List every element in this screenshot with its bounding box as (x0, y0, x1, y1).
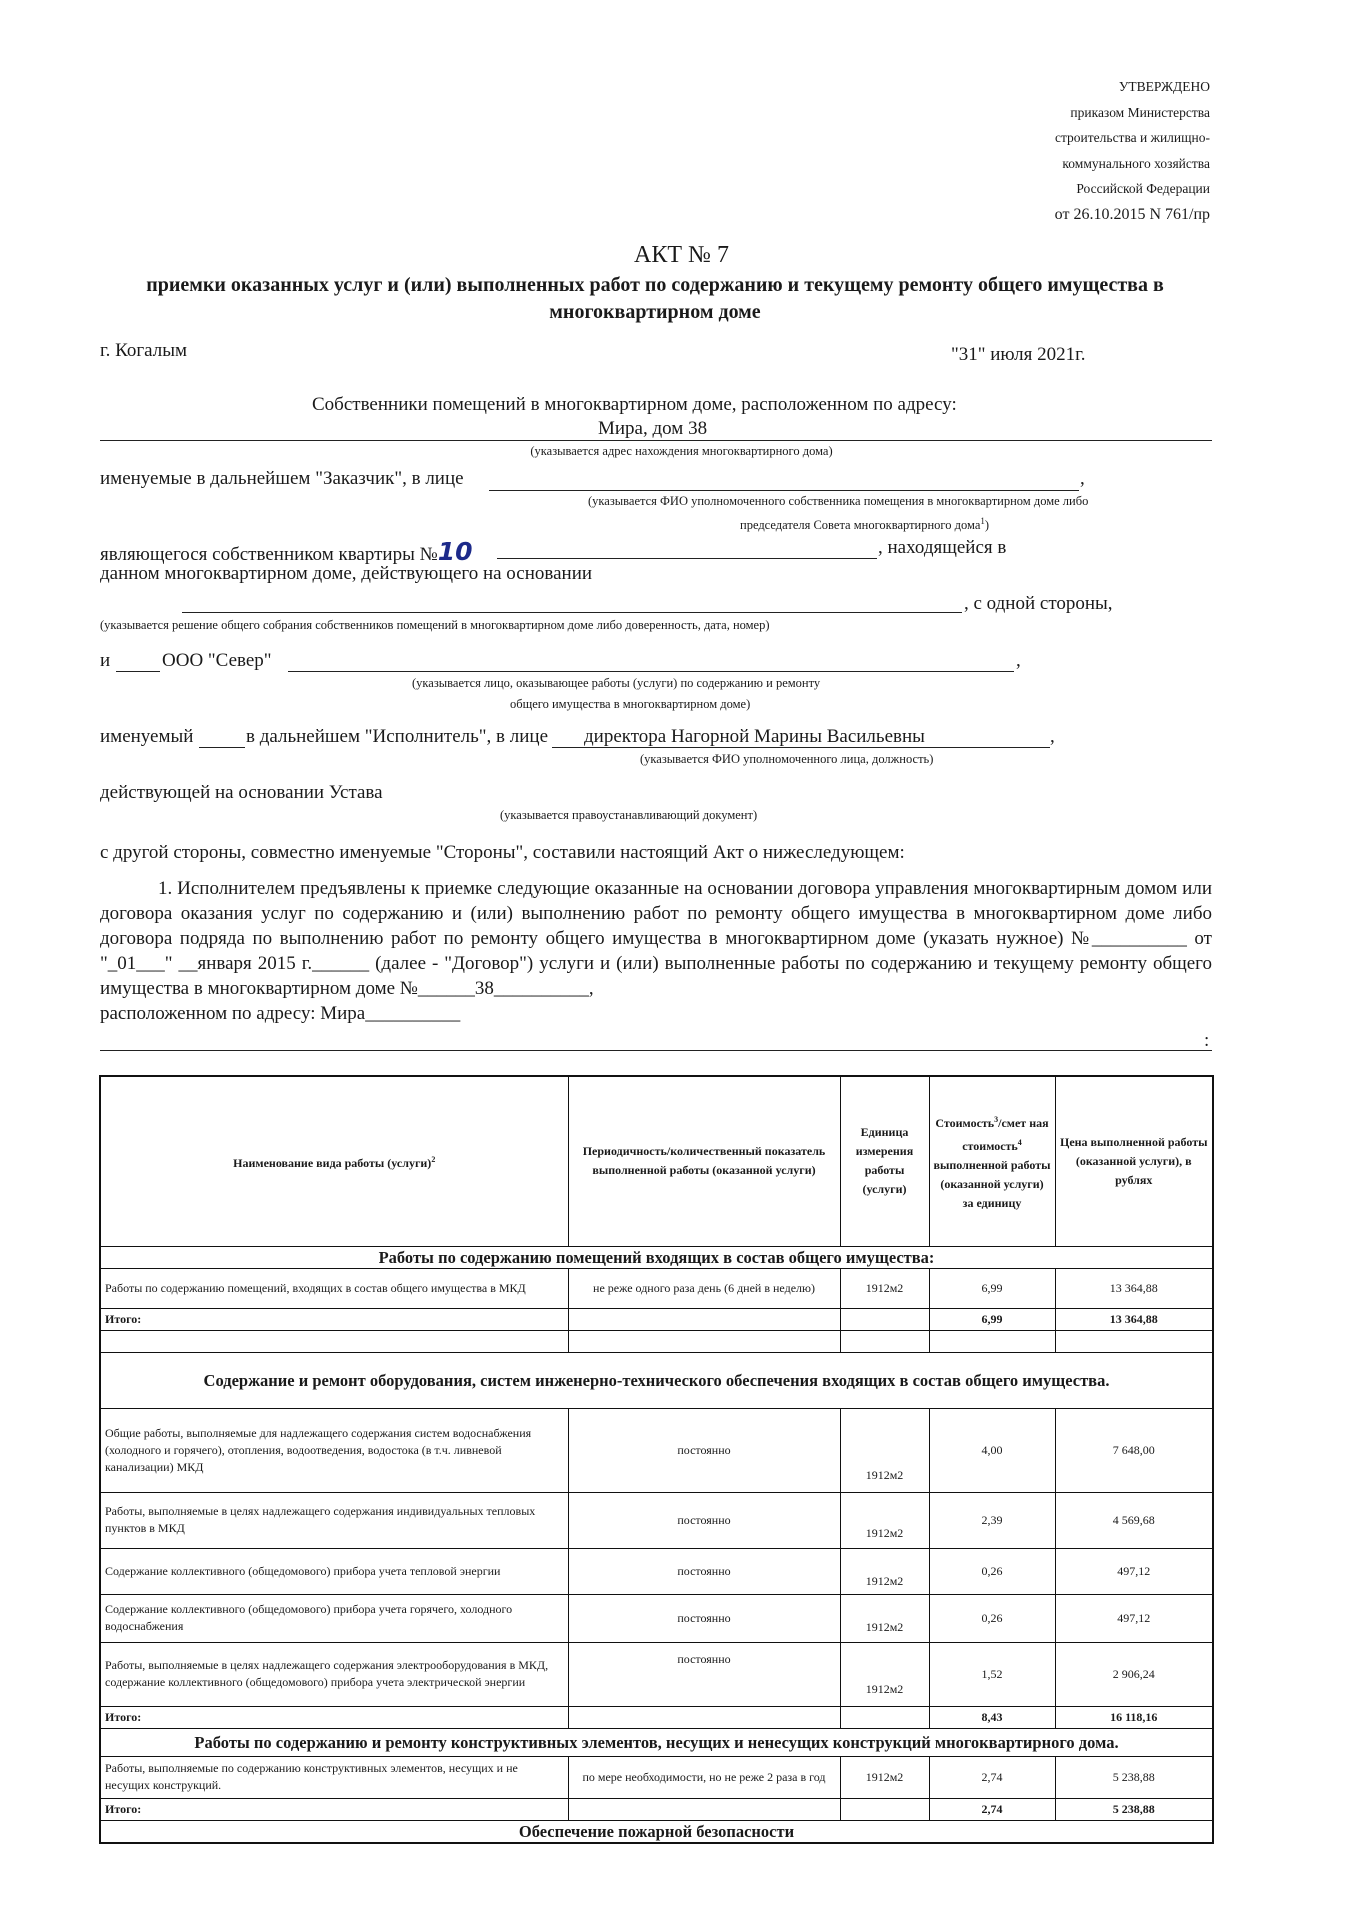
owner-of-apartment: являющегося собственником квартиры №10 (100, 537, 473, 566)
section-row (100, 1820, 1213, 1843)
house-address: Мира, дом 38 (598, 418, 708, 439)
customer-name-underline (489, 490, 1079, 491)
act-subtitle: приемки оказанных услуг и (или) выполненных работ по содержанию и текущему ремонту общего имущества в многоквартирном доме (146, 274, 1164, 323)
hint-contractor-1: (указывается лицо, оказывающее работы (услуги) по содержанию и ремонту (412, 676, 821, 690)
empty-cell (568, 1798, 840, 1820)
total-row (100, 1798, 1213, 1820)
row-price: 13 364,88 (1055, 1268, 1213, 1308)
row-name: Содержание коллективного (общедомового) прибора учета горячего, холодного водоснабжения (100, 1594, 568, 1642)
table-row (100, 1492, 1213, 1548)
header-period: Периодичность/количественный показатель выполненной работы (оказанной услуги) (568, 1076, 840, 1246)
section-row (100, 1246, 1213, 1268)
contractor-comma: , (1016, 650, 1021, 671)
empty-cell (840, 1308, 929, 1330)
empty-cell (568, 1330, 840, 1352)
header-price: Цена выполненной работы (оказанной услуги), в рублях (1055, 1076, 1213, 1246)
row-name: Работы, выполняемые в целях надлежащего содержания электрооборудования в МКД, содержание коллективного (общедомового) прибора учета электрической энергии (100, 1642, 568, 1706)
customer-comma: , (1080, 468, 1085, 489)
empty-cell (568, 1706, 840, 1728)
row-name: Работы, выполняемые по содержанию конструктивных элементов, несущих и не несущих конструкций. (100, 1756, 568, 1798)
table-row (100, 1642, 1213, 1706)
apartment-number-handwritten: 10 (437, 537, 473, 566)
row-period: не реже одного раза день (6 дней в неделю) (568, 1268, 840, 1308)
act-date: "31" июля 2021г. (951, 344, 1086, 365)
total-price: 5 238,88 (1055, 1798, 1213, 1820)
executor-comma: , (1050, 726, 1055, 747)
approval-title: УТВЕРЖДЕНО (1118, 79, 1210, 94)
header-unit: Единица измерения работы (услуги) (840, 1076, 929, 1246)
row-period: постоянно (568, 1492, 840, 1548)
row-period: по мере необходимости, но не реже 2 раза в год (568, 1756, 840, 1798)
empty-cell (929, 1330, 1055, 1352)
row-cost: 6,99 (929, 1268, 1055, 1308)
empty-cell (840, 1798, 929, 1820)
contractor-org: ООО "Север" (162, 650, 272, 671)
empty-cell (840, 1330, 929, 1352)
section-row (100, 1728, 1213, 1756)
row-unit: 1912м2 (840, 1268, 929, 1308)
table-row (100, 1756, 1213, 1798)
row-cost: 0,26 (929, 1594, 1055, 1642)
row-price: 4 569,68 (1055, 1492, 1213, 1548)
row-name: Работы, выполняемые в целях надлежащего содержания индивидуальных тепловых пунктов в МКД (100, 1492, 568, 1548)
row-period: постоянно (568, 1642, 840, 1706)
act-title: АКТ № 7 (634, 242, 729, 268)
section-2-title: Содержание и ремонт оборудования, систем инженерно-технического обеспечения входящих в состав общего имущества. (100, 1352, 1213, 1408)
address-continuation-underline (100, 1050, 1212, 1051)
table-row (100, 1594, 1213, 1642)
customer-line: именуемые в дальнейшем "Заказчик", в лице (100, 468, 464, 489)
section-3-title: Работы по содержанию и ремонту конструктивных элементов, несущих и ненесущих конструкций многоквартирного дома. (100, 1728, 1213, 1756)
executor-line-b: в дальнейшем "Исполнитель", в лице (246, 726, 548, 747)
executor-line-a: именуемый (100, 726, 194, 747)
empty-cell (100, 1330, 568, 1352)
total-cost: 2,74 (929, 1798, 1055, 1820)
empty-cell (840, 1706, 929, 1728)
row-cost: 1,52 (929, 1642, 1055, 1706)
approval-line: коммунального хозяйства (1062, 155, 1210, 171)
row-price: 497,12 (1055, 1594, 1213, 1642)
other-side: с другой стороны, совместно именуемые "Стороны", составили настоящий Акт о нижеследующем: (100, 842, 905, 863)
services-table (99, 1075, 1214, 1844)
approval-line: Российской Федерации (1076, 181, 1210, 196)
hint-contractor-2: общего имущества в многоквартирном доме) (510, 697, 751, 711)
located-in: , находящейся в (878, 537, 1007, 558)
address-underline (100, 440, 1212, 441)
row-unit: 1912м2 (840, 1408, 929, 1492)
table-header (100, 1076, 1213, 1246)
row-cost: 2,74 (929, 1756, 1055, 1798)
row-cost: 0,26 (929, 1548, 1055, 1594)
approval-order-number: от 26.10.2015 N 761/пр (1054, 205, 1210, 223)
one-side: , с одной стороны, (964, 593, 1113, 614)
hint-basis: (указывается решение общего собрания собственников помещений в многоквартирном доме либо доверенность, дата, номер) (100, 618, 770, 632)
total-row (100, 1308, 1213, 1330)
section-4-title: Обеспечение пожарной безопасности (100, 1820, 1213, 1843)
table-row (100, 1408, 1213, 1492)
total-label: Итого: (100, 1706, 568, 1728)
basis-underline (182, 612, 962, 613)
approval-block (1055, 74, 1210, 227)
row-name: Содержание коллективного (общедомового) прибора учета тепловой энергии (100, 1548, 568, 1594)
row-unit: 1912м2 (840, 1492, 929, 1548)
hint-address: (указывается адрес нахождения многоквартирного дома) (530, 444, 833, 458)
row-unit: 1912м2 (840, 1548, 929, 1594)
total-price: 13 364,88 (1055, 1308, 1213, 1330)
row-unit: 1912м2 (840, 1642, 929, 1706)
row-price: 7 648,00 (1055, 1408, 1213, 1492)
city: г. Когалым (100, 340, 188, 361)
empty-row (100, 1330, 1213, 1352)
approval-line: приказом Министерства (1070, 104, 1210, 120)
hint-customer-1: (указывается ФИО уполномоченного собственника помещения в многоквартирном доме либо (588, 494, 1089, 508)
paragraph-1-text: 1. Исполнителем предъявлены к приемке следующие оказанные на основании договора управления многоквартирным домом или договора оказания услуг по содержанию и (или) выполнению работ по ремонту общего имущества в многоквартирном доме либо договора подряда по выполнению работ по ремонту общего имущества в многоквартирном доме (указать нужное) №__________ от "_01___" __января 2015 г.______ (далее - "Договор") услуги и (или) выполненные работы по содержанию и текущему ремонту общего имущества в многоквартирном доме №______38__________, (100, 878, 1212, 999)
table-row (100, 1548, 1213, 1594)
table-row (100, 1268, 1213, 1308)
row-cost: 4,00 (929, 1408, 1055, 1492)
acting-charter: действующей на основании Устава (100, 782, 383, 803)
row-period: постоянно (568, 1594, 840, 1642)
total-price: 16 118,16 (1055, 1706, 1213, 1728)
section-1-title: Работы по содержанию помещений входящих в состав общего имущества: (100, 1246, 1213, 1268)
owners-intro: Собственники помещений в многоквартирном доме, расположенном по адресу: (312, 394, 957, 415)
hint-charter: (указывается правоустанавливающий документ) (500, 808, 758, 822)
hint-executor: (указывается ФИО уполномоченного лица, должность) (640, 752, 934, 766)
contractor-prefix-underline (116, 671, 160, 672)
row-price: 497,12 (1055, 1548, 1213, 1594)
row-unit: 1912м2 (840, 1594, 929, 1642)
acting-basis: данном многоквартирном доме, действующего на основании (100, 563, 593, 584)
apartment-underline (497, 558, 877, 559)
row-name: Общие работы, выполняемые для надлежащего содержания систем водоснабжения (холодного и горячего), отопления, водоотведения, водостока (в т.ч. ливневой канализации) МКД (100, 1408, 568, 1492)
and-prefix: и (100, 650, 111, 671)
paragraph-1-end: расположенном по адресу: Мира__________ (100, 1003, 461, 1024)
paragraph-1 (100, 876, 1212, 1026)
row-cost: 2,39 (929, 1492, 1055, 1548)
row-price: 5 238,88 (1055, 1756, 1213, 1798)
total-cost: 8,43 (929, 1706, 1055, 1728)
total-label: Итого: (100, 1308, 568, 1330)
empty-cell (1055, 1330, 1213, 1352)
row-name: Работы по содержанию помещений, входящих в состав общего имущества в МКД (100, 1268, 568, 1308)
total-label: Итого: (100, 1798, 568, 1820)
contractor-underline (288, 671, 1014, 672)
executor-person: директора Нагорной Марины Васильевны (584, 726, 925, 747)
row-price: 2 906,24 (1055, 1642, 1213, 1706)
section-row (100, 1352, 1213, 1408)
empty-cell (568, 1308, 840, 1330)
row-period: постоянно (568, 1408, 840, 1492)
total-cost: 6,99 (929, 1308, 1055, 1330)
executor-prefix-underline (199, 747, 245, 748)
approval-line: строительства и жилищно- (1055, 130, 1210, 145)
row-period: постоянно (568, 1548, 840, 1594)
header-cost: Стоимость$^3$/смет ная стоимость$^4$ выполненной работы (оказанной услуги) за единицу (929, 1076, 1055, 1246)
row-unit: 1912м2 (840, 1756, 929, 1798)
header-name: Наименование вида работы (услуги)$^2$ (100, 1076, 568, 1246)
colon: : (1204, 1030, 1210, 1051)
total-row (100, 1706, 1213, 1728)
hint-customer-2: председателя Совета многоквартирного дома$^1$) (740, 516, 990, 533)
